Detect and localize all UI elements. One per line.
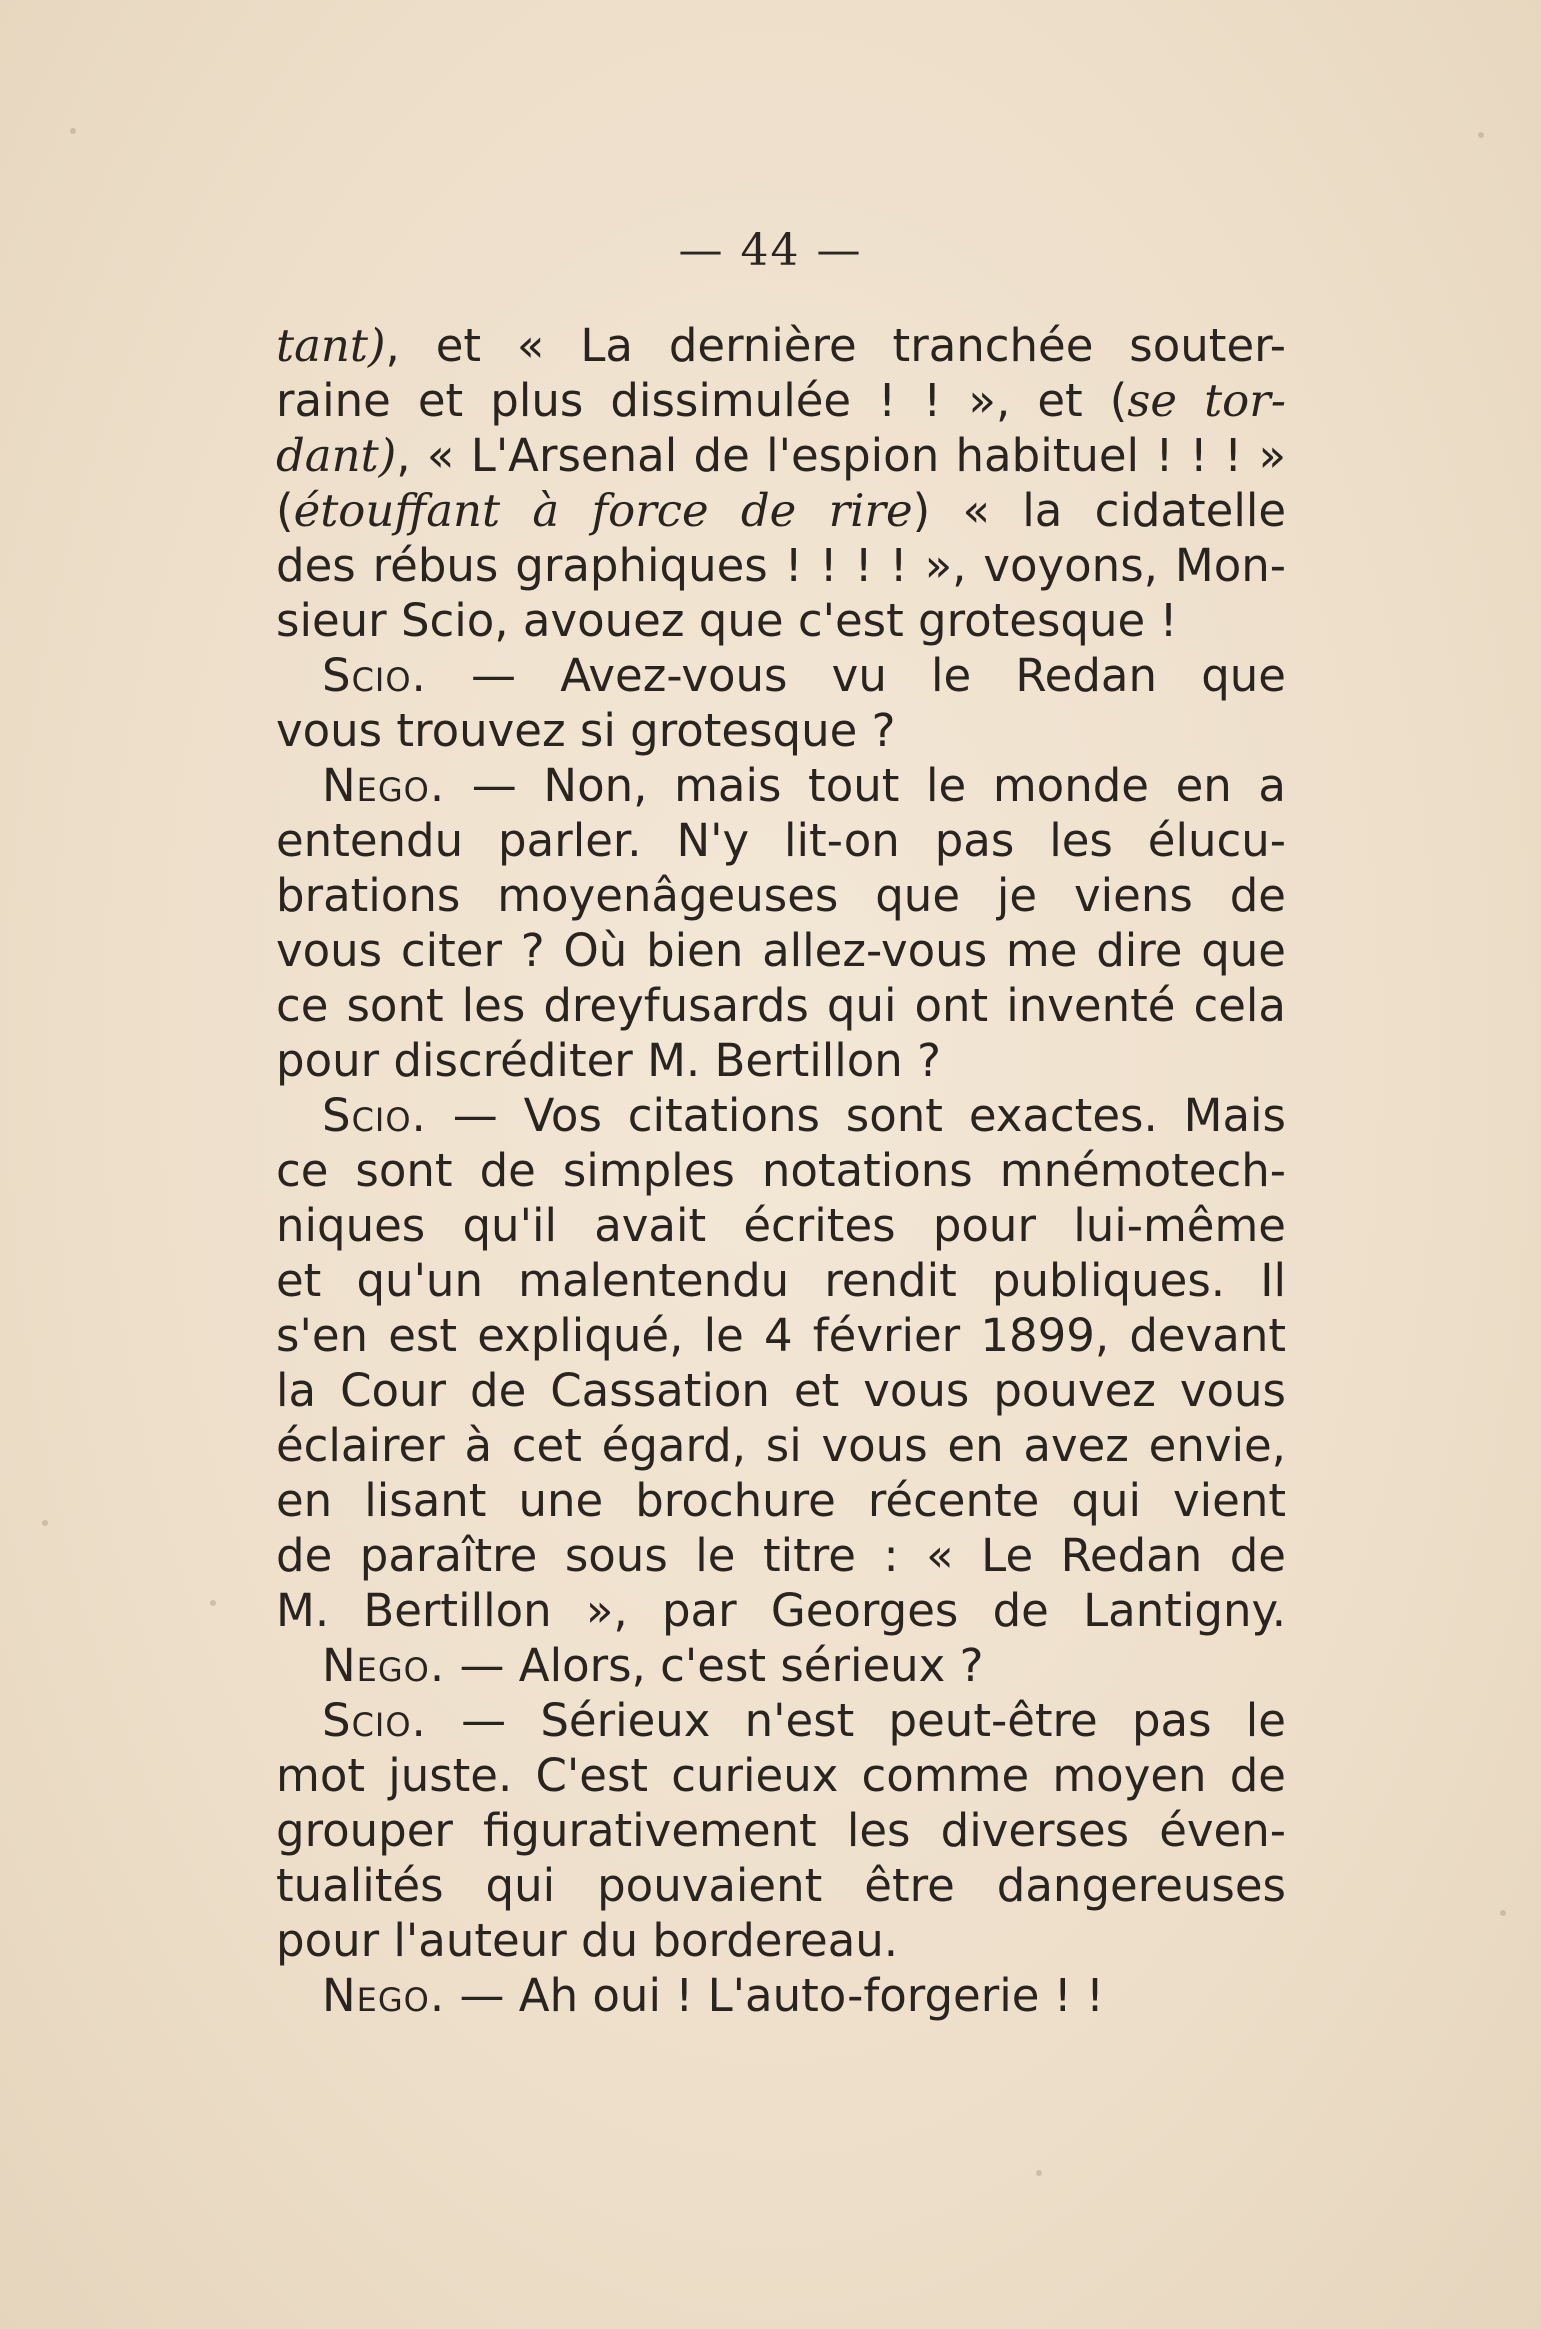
- paper-speck: [210, 1600, 216, 1606]
- text-segment: — Sérieux n'est peut-être pas le: [426, 1694, 1286, 1747]
- text-segment: grouper figurativement les diverses éven-: [276, 1804, 1286, 1857]
- text-segment: ce sont les dreyfusards qui ont inventé cela: [276, 979, 1286, 1032]
- text-segment: des rébus graphiques ! ! ! ! », voyons, Mon-: [276, 539, 1286, 592]
- text-line: [276, 868, 1286, 923]
- paper-speck: [70, 128, 76, 134]
- paper-speck: [1478, 132, 1484, 138]
- text-line: [276, 318, 1286, 373]
- text-segment: étouffant à force de rire: [293, 484, 913, 537]
- text-line: [276, 483, 1286, 538]
- text-line: [276, 1528, 1286, 1583]
- text-segment: — Alors, c'est sérieux ?: [445, 1639, 984, 1692]
- text-line: [276, 593, 1286, 648]
- text-segment: tant): [276, 319, 386, 372]
- text-line: [276, 428, 1286, 483]
- text-line: [276, 1308, 1286, 1363]
- text-segment: éclairer à cet égard, si vous en avez envie,: [276, 1419, 1286, 1472]
- text-line: [276, 373, 1286, 428]
- text-line: [276, 813, 1286, 868]
- text-line: [276, 1748, 1286, 1803]
- text-line: [276, 923, 1286, 978]
- text-segment: — Non, mais tout le monde en a: [445, 759, 1286, 812]
- text-segment: (: [276, 484, 294, 537]
- page-number: — 44 —: [678, 225, 863, 276]
- text-segment: vous trouvez si grotesque ?: [276, 704, 896, 757]
- paper-speck: [42, 1520, 48, 1526]
- paper-speck: [1036, 2170, 1042, 2176]
- text-line: [276, 1418, 1286, 1473]
- text-segment: vous citer ? Où bien allez-vous me dire que: [276, 924, 1286, 977]
- text-segment: raine et plus dissimulée ! ! », et (: [276, 374, 1128, 427]
- text-line: [276, 758, 1286, 813]
- speaker-name: Nego.: [322, 759, 446, 812]
- text-segment: de paraître sous le titre : « Le Redan de: [276, 1529, 1286, 1582]
- text-segment: — Ah oui ! L'auto-forgerie ! !: [445, 1969, 1105, 2022]
- text-segment: mot juste. C'est curieux comme moyen de: [276, 1749, 1286, 1802]
- text-segment: — Vos citations sont exactes. Mais: [426, 1089, 1286, 1142]
- speaker-name: Nego.: [322, 1969, 446, 2022]
- speaker-name: Scio.: [322, 649, 427, 702]
- text-segment: pour discréditer M. Bertillon ?: [276, 1034, 941, 1087]
- text-line: [276, 1968, 1286, 2023]
- text-line: [276, 1693, 1286, 1748]
- text-line: [276, 1473, 1286, 1528]
- text-segment: brations moyenâgeuses que je viens de: [276, 869, 1286, 922]
- text-segment: tualités qui pouvaient être dangereuses: [276, 1859, 1286, 1912]
- text-line: [276, 648, 1286, 703]
- speaker-name: Scio.: [322, 1694, 427, 1747]
- text-segment: s'en est expliqué, le 4 février 1899, devant: [276, 1309, 1286, 1362]
- text-segment: dant): [276, 429, 397, 482]
- text-segment: se tor-: [1127, 374, 1286, 427]
- text-line: [276, 1033, 1286, 1088]
- text-segment: M. Bertillon », par Georges de Lantigny.: [276, 1584, 1286, 1637]
- text-line: [276, 1583, 1286, 1638]
- text-line: [276, 978, 1286, 1033]
- text-line: [276, 538, 1286, 593]
- text-segment: entendu parler. N'y lit-on pas les élucu-: [276, 814, 1286, 867]
- text-segment: la Cour de Cassation et vous pouvez vous: [276, 1364, 1286, 1417]
- text-line: [276, 1088, 1286, 1143]
- text-segment: en lisant une brochure récente qui vient: [276, 1474, 1286, 1527]
- text-line: [276, 1913, 1286, 1968]
- text-line: [276, 1143, 1286, 1198]
- text-line: [276, 1198, 1286, 1253]
- body-text: [276, 318, 1286, 2023]
- text-segment: ce sont de simples notations mnémotech-: [276, 1144, 1286, 1197]
- text-segment: sieur Scio, avouez que c'est grotesque !: [276, 594, 1178, 647]
- text-line: [276, 1803, 1286, 1858]
- paper-speck: [1500, 1910, 1506, 1916]
- text-segment: , « L'Arsenal de l'espion habituel ! ! ! »: [396, 429, 1286, 482]
- text-line: [276, 1253, 1286, 1308]
- text-segment: pour l'auteur du bordereau.: [276, 1914, 899, 1967]
- text-segment: ) « la cidatelle: [912, 484, 1287, 537]
- text-segment: niques qu'il avait écrites pour lui-même: [276, 1199, 1286, 1252]
- text-line: [276, 1363, 1286, 1418]
- text-segment: — Avez-vous vu le Redan que: [426, 649, 1286, 702]
- speaker-name: Nego.: [322, 1639, 446, 1692]
- text-segment: et qu'un malentendu rendit publiques. Il: [276, 1254, 1286, 1307]
- text-line: [276, 703, 1286, 758]
- text-line: [276, 1858, 1286, 1913]
- text-line: [276, 1638, 1286, 1693]
- speaker-name: Scio.: [322, 1089, 427, 1142]
- text-segment: , et « La dernière tranchée souter-: [385, 319, 1286, 372]
